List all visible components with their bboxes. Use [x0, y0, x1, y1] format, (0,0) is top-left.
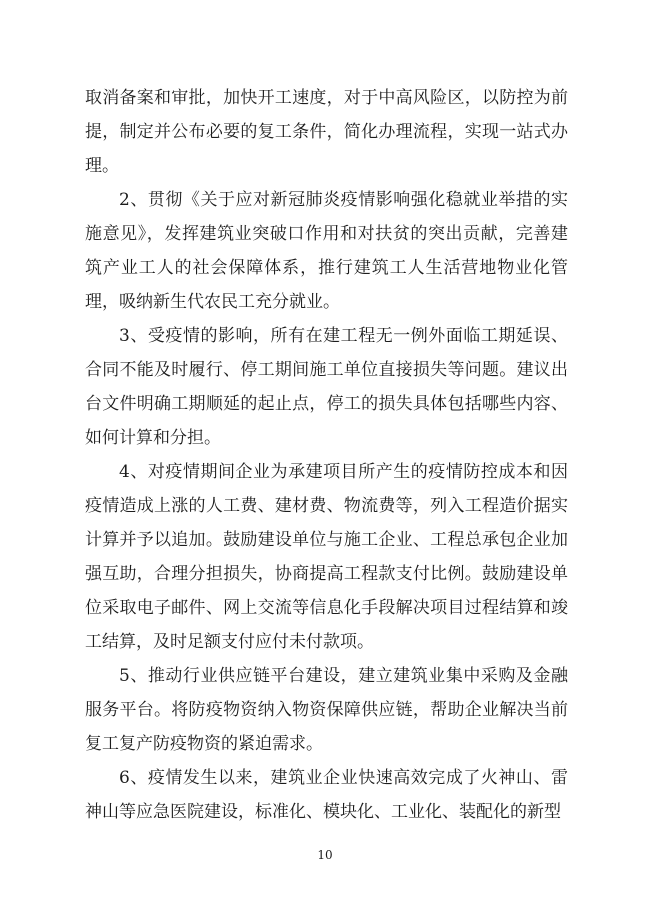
paragraph-item-5: 5、推动行业供应链平台建设，建立建筑业集中采购及金融服务平台。将防疫物资纳入物资保障供应链，帮助企业解决当前复工复产防疫物资的紧迫需求。 [85, 666, 568, 754]
paragraph-item-4: 4、对疫情期间企业为承建项目所产生的疫情防控成本和因疫情造成上涨的人工费、建材费、物流费等，列入工程造价据实计算并予以追加。鼓励建设单位与施工企业、工程总承包企业加强互助，合理分担损失，协商提高工程款支付比例。鼓励建设单位采取电子邮件、网上交流等信息化手段解决项目过程结算和竣工结算，及时足额支付应付未付款项。 [85, 462, 568, 652]
page-number: 10 [317, 848, 333, 862]
paragraph-item-3: 3、受疫情的影响，所有在建工程无一例外面临工期延误、合同不能及时履行、停工期间施工单位直接损失等问题。建议出台文件明确工期顺延的起止点，停工的损失具体包括哪些内容、如何计算和分担。 [85, 326, 568, 448]
paragraph-continuation: 取消备案和审批，加快开工速度，对于中高风险区，以防控为前提，制定并公布必要的复工条件，简化办理流程，实现一站式办理。 [85, 88, 568, 176]
paragraph-item-2: 2、贯彻《关于应对新冠肺炎疫情影响强化稳就业举措的实施意见》，发挥建筑业突破口作用和对扶贫的突出贡献，完善建筑产业工人的社会保障体系，推行建筑工人生活营地物业化管理，吸纳新生代农民工充分就业。 [85, 190, 568, 312]
document-body [85, 81, 568, 829]
paragraph-item-6: 6、疫情发生以来，建筑业企业快速高效完成了火神山、雷神山等应急医院建设，标准化、模块化、工业化、装配化的新型 [85, 768, 568, 822]
